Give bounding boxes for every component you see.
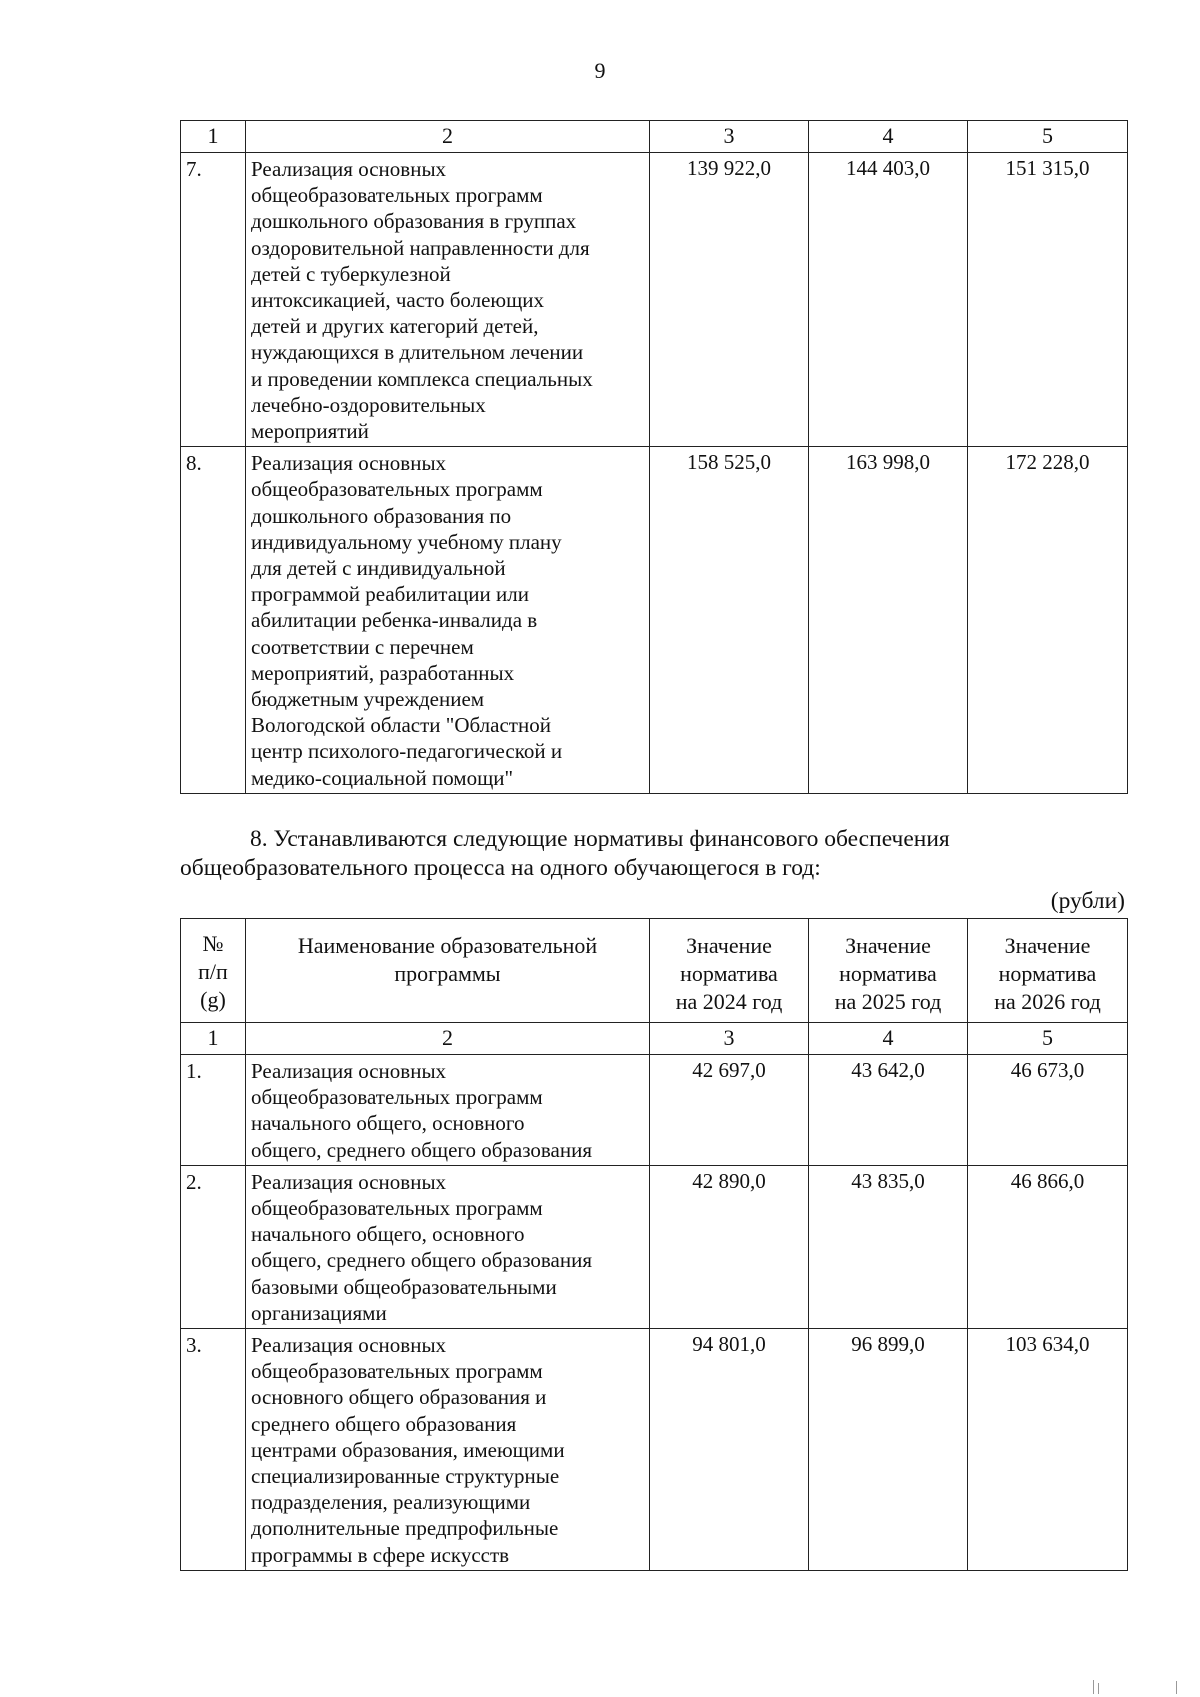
program-name-line: общеобразовательных программ xyxy=(251,1085,543,1110)
header-line: на 2025 год xyxy=(834,989,942,1014)
program-name-line: Реализация основных xyxy=(251,1059,447,1083)
program-name-line: для детей с индивидуальной xyxy=(251,556,506,581)
paragraph-line-text: 8. Устанавливаются следующие нормативы финансового обеспечения xyxy=(250,826,950,852)
table-row xyxy=(181,1329,1128,1571)
value-2025: 96 899,0 xyxy=(809,1329,968,1571)
program-name-line: лечебно-оздоровительных xyxy=(251,392,486,417)
column-number: 3 xyxy=(650,121,809,153)
value-2024: 139 922,0 xyxy=(650,153,809,447)
program-name-line: программы в сфере искусств xyxy=(251,1542,510,1567)
normatives-table-continued xyxy=(180,120,1128,794)
header-row xyxy=(181,919,1128,1023)
column-number: 2 xyxy=(246,121,650,153)
program-name-line: соответствии с перечнем xyxy=(251,634,474,659)
header-line: Наименование образовательной xyxy=(297,933,598,958)
program-name xyxy=(246,447,650,794)
value-2024: 94 801,0 xyxy=(650,1329,809,1571)
program-name xyxy=(246,1329,650,1571)
value-2026: 103 634,0 xyxy=(968,1329,1128,1571)
row-number: 3. xyxy=(181,1329,246,1571)
table-row xyxy=(181,1055,1128,1166)
program-name-line: абилитации ребенка-инвалида в xyxy=(251,608,538,633)
scan-artifact xyxy=(1098,1683,1099,1694)
scan-artifact xyxy=(1176,1681,1177,1694)
program-name-line: Реализация основных xyxy=(251,1333,447,1358)
program-name-line: программой реабилитации или xyxy=(251,582,529,607)
header-value-2024 xyxy=(650,919,809,1023)
column-number: 4 xyxy=(809,121,968,153)
value-2025: 144 403,0 xyxy=(809,153,968,447)
program-name-line: общеобразовательных программ xyxy=(251,477,543,502)
program-name-line: организациями xyxy=(251,1300,387,1325)
header-line: норматива xyxy=(998,961,1097,986)
program-name-line: мероприятий xyxy=(251,419,369,444)
header-number xyxy=(181,919,246,1023)
column-number: 3 xyxy=(650,1023,809,1055)
program-name-line: среднего общего образования xyxy=(251,1411,517,1436)
row-number: 1. xyxy=(181,1055,246,1166)
program-name-line: дошкольного образования в группах xyxy=(251,209,577,234)
program-name-line: центр психолого-педагогической и xyxy=(251,739,563,764)
value-2026: 46 866,0 xyxy=(968,1165,1128,1328)
header-program-name xyxy=(246,919,650,1023)
program-name-line: индивидуальному учебному плану xyxy=(251,529,562,554)
value-2025: 43 642,0 xyxy=(809,1055,968,1166)
program-name-line: детей и других категорий детей, xyxy=(251,314,539,339)
program-name-line: базовыми общеобразовательными xyxy=(251,1274,557,1299)
header-line: на 2024 год xyxy=(675,989,783,1014)
program-name-line: детей с туберкулезной xyxy=(251,261,451,286)
column-number: 5 xyxy=(968,1023,1128,1055)
program-name-line: специализированные структурные xyxy=(251,1464,560,1489)
column-number: 2 xyxy=(246,1023,650,1055)
program-name-line: начального общего, основного xyxy=(251,1111,525,1136)
program-name-line: интоксикацией, часто болеющих xyxy=(251,288,545,313)
program-name-line: мероприятий, разработанных xyxy=(251,660,515,685)
program-name-line: Вологодской области "Областной xyxy=(251,713,551,738)
value-2024: 158 525,0 xyxy=(650,447,809,794)
program-name-line: Реализация основных xyxy=(251,451,447,476)
program-name xyxy=(246,1055,650,1166)
program-name-line: Реализация основных xyxy=(251,157,447,181)
row-number: 7. xyxy=(181,153,246,447)
header-line: на 2026 год xyxy=(994,989,1101,1014)
program-name-line: общего, среднего общего образования xyxy=(251,1137,593,1162)
value-2024: 42 890,0 xyxy=(650,1165,809,1328)
program-name-line: бюджетным учреждением xyxy=(251,687,485,712)
program-name-line: дополнительные предпрофильные xyxy=(251,1516,559,1541)
header-line: (g) xyxy=(200,987,226,1012)
program-name-line: дошкольного образования по xyxy=(251,503,512,528)
column-number-row xyxy=(181,121,1128,153)
header-line: п/п xyxy=(198,959,228,984)
program-name-line: оздоровительной направленности для xyxy=(251,235,590,260)
normatives-table xyxy=(180,918,1128,1571)
column-number-row xyxy=(181,1023,1128,1055)
header-line: Значение xyxy=(845,933,931,958)
value-2025: 43 835,0 xyxy=(809,1165,968,1328)
program-name-line: основного общего образования и xyxy=(251,1385,547,1410)
program-name-line: общеобразовательных программ xyxy=(251,1359,543,1384)
header-value-2025 xyxy=(809,919,968,1023)
table-row xyxy=(181,153,1128,447)
row-number: 2. xyxy=(181,1165,246,1328)
column-number: 1 xyxy=(181,1023,246,1055)
value-2026: 172 228,0 xyxy=(968,447,1128,794)
scan-artifact xyxy=(1093,1680,1094,1694)
column-number: 4 xyxy=(809,1023,968,1055)
program-name-line: Реализация основных xyxy=(251,1169,447,1194)
value-2025: 163 998,0 xyxy=(809,447,968,794)
column-number: 1 xyxy=(181,121,246,153)
program-name-line: нуждающихся в длительном лечении xyxy=(251,340,584,365)
program-name xyxy=(246,1165,650,1328)
paragraph-line xyxy=(180,825,1125,854)
program-name-line: медико-социальной помощи" xyxy=(251,765,514,790)
program-name-line: подразделения, реализующими xyxy=(251,1490,531,1515)
header-value-2026 xyxy=(968,919,1128,1023)
column-number: 5 xyxy=(968,121,1128,153)
program-name-line: общего, среднего общего образования xyxy=(251,1248,593,1273)
program-name-line: и проведении комплекса специальных xyxy=(251,366,593,391)
header-line: программы xyxy=(394,961,501,986)
paragraph-line: общеобразовательного процесса на одного обучающегося в год: xyxy=(180,855,821,881)
value-2026: 151 315,0 xyxy=(968,153,1128,447)
program-name xyxy=(246,153,650,447)
program-name-line: начального общего, основного xyxy=(251,1222,525,1247)
section-8-paragraph xyxy=(180,825,1125,883)
header-line: норматива xyxy=(680,961,778,986)
table-row xyxy=(181,1165,1128,1328)
value-2026: 46 673,0 xyxy=(968,1055,1128,1166)
header-line: Значение xyxy=(1004,933,1091,958)
header-line: норматива xyxy=(839,961,937,986)
header-line: № xyxy=(202,931,224,956)
row-number: 8. xyxy=(181,447,246,794)
header-line: Значение xyxy=(686,933,772,958)
units-label: (рубли) xyxy=(1050,888,1125,914)
program-name-line: общеобразовательных программ xyxy=(251,183,543,208)
program-name-line: общеобразовательных программ xyxy=(251,1196,543,1221)
table-row xyxy=(181,447,1128,794)
page-number: 9 xyxy=(594,58,606,83)
program-name-line: центрами образования, имеющими xyxy=(251,1437,565,1462)
value-2024: 42 697,0 xyxy=(650,1055,809,1166)
